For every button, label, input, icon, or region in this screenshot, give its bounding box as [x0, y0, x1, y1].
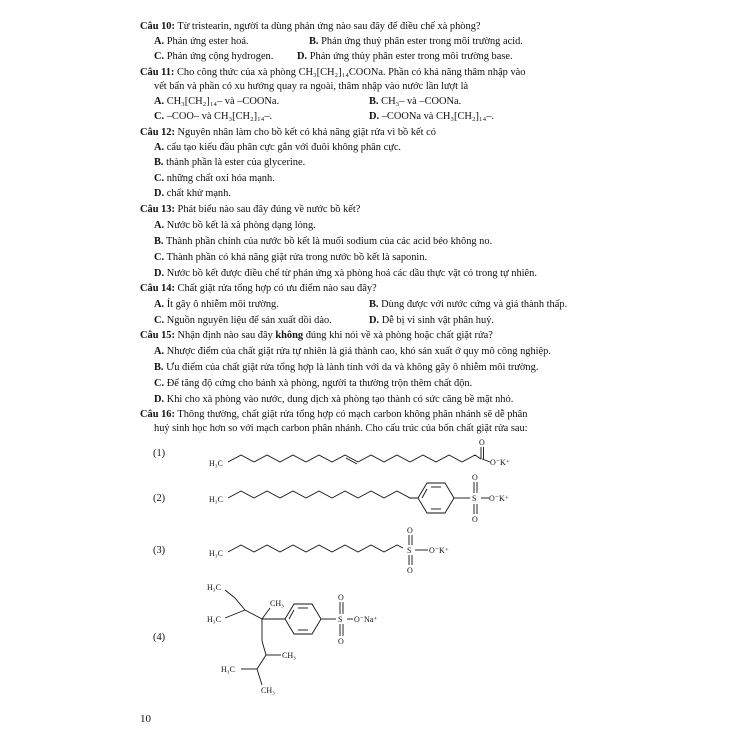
oxygen-label: O — [472, 515, 478, 524]
oxygen-label: O — [407, 566, 413, 575]
option-a: A. Nhược điểm của chất giặt rửa tự nhiên là giá thành cao, khó sản xuất ở quy mô công nghiệp. — [154, 346, 551, 357]
option-c: C. Thành phần có khả năng giặt rửa trong nước bồ kết là saponin. — [154, 252, 428, 263]
ion-label: O⁻Na⁺ — [354, 615, 378, 624]
structure-3-number: (3) — [153, 545, 166, 556]
h3c-label: H₃C — [207, 583, 221, 592]
option-c: C. –COO– và CH₃[CH₂]₁₄–. — [154, 111, 273, 122]
option-b: B. CH₃– và –COONa. — [369, 96, 462, 107]
question-label: Câu 11: — [140, 67, 175, 78]
option-d: D. Dễ bị vi sinh vật phân huỷ. — [369, 315, 494, 326]
structure-1-skeleton — [228, 447, 490, 464]
option-b: B. thành phần là ester của glycerine. — [154, 157, 306, 168]
question-text-end: đúng khi nói về xà phòng hoặc chất giặt rửa? — [303, 330, 493, 341]
option-c: C. Để tăng độ cứng cho bánh xà phòng, người ta thường trộn thêm chất độn. — [154, 378, 473, 389]
question-label: Câu 14: — [140, 283, 175, 294]
structure-1-number: (1) — [153, 448, 166, 459]
option-c: C. Phản ứng cộng hydrogen. — [154, 51, 274, 62]
option-c: C. Nguồn nguyên liệu để sản xuất dồi dào. — [154, 315, 332, 326]
ion-label: O⁻K⁺ — [489, 494, 509, 503]
page-number: 10 — [140, 713, 151, 725]
sulfur-label: S — [407, 546, 412, 555]
ion-label: O⁻K⁺ — [429, 546, 449, 555]
question-text: Nguyên nhân làm cho bồ kết có khả năng giặt rửa vì bồ kết có — [177, 127, 436, 138]
sulfur-label: S — [472, 494, 477, 503]
structure-2-number: (2) — [153, 493, 166, 504]
option-a: A. Phản ứng ester hoá. — [154, 36, 249, 47]
structure-4-skeleton — [225, 590, 353, 685]
option-a: A. cấu tạo kiểu đầu phân cực gắn với đuôi không phân cực. — [154, 142, 402, 153]
structure-3-skeleton — [228, 535, 428, 565]
oxygen-label: O — [472, 473, 478, 482]
option-d: D. Khi cho xà phòng vào nước, dung dịch xà phòng tạo thành có sức căng bề mặt nhỏ. — [154, 394, 514, 405]
sulfur-label: S — [338, 615, 343, 624]
question-text: Phát biểu nào sau đây đúng về nước bồ kết? — [177, 204, 361, 215]
question-text: Chất giặt rửa tổng hợp có ưu điểm nào sau đây? — [177, 283, 377, 294]
option-d: D. Phản ứng thủy phân ester trong môi trường base. — [297, 51, 513, 62]
h3c-label: H₃C — [209, 459, 223, 468]
option-b: B. Thành phần chính của nước bồ kết là muối sodium của các acid béo không no. — [154, 236, 493, 247]
ch3-label: CH₃ — [270, 599, 284, 608]
structure-4-number: (4) — [153, 632, 166, 643]
option-b: B. Dùng được với nước cứng và giá thành thấp. — [369, 299, 568, 310]
option-a: A. Ít gây ô nhiễm môi trường. — [154, 299, 279, 310]
question-16-continued: huỷ sinh học hơn so với mạch carbon phân nhánh. Cho cấu trúc của bốn chất giặt rửa sau: — [154, 423, 528, 434]
question-label: Câu 13: — [140, 204, 175, 215]
question-text: Nhận định nào sau đây — [177, 330, 276, 341]
question-label: Câu 10: — [140, 21, 175, 32]
oxygen-label: O — [338, 637, 344, 646]
question-label: Câu 12: — [140, 127, 175, 138]
option-a: A. Nước bồ kết là xà phòng dạng lỏng. — [154, 220, 316, 231]
h3c-label: H₃C — [209, 549, 223, 558]
option-d: D. –COONa và CH₃[CH₂]₁₄–. — [369, 111, 495, 122]
h3c-label: H₃C — [207, 615, 221, 624]
oxygen-label: O — [338, 593, 344, 602]
question-label: Câu 16: — [140, 409, 175, 420]
question-text: Cho công thức của xà phòng CH₃[CH₂]₁₄COONa. Phần có khả năng thâm nhập vào — [176, 67, 526, 78]
option-d: D. chất khử mạnh. — [154, 188, 231, 199]
option-c: C. những chất oxi hóa mạnh. — [154, 173, 275, 184]
question-text: Từ tristearin, người ta dùng phản ứng nào sau đây để điều chế xà phòng? — [177, 21, 481, 32]
structure-2-skeleton — [228, 482, 489, 514]
ch3-label: CH₃ — [282, 651, 296, 660]
option-a: A. CH₃[CH₂]₁₄– và –COONa. — [154, 96, 280, 107]
ion-label: O⁻K⁺ — [490, 458, 510, 467]
h3c-label: H₃C — [221, 665, 235, 674]
oxygen-label: O — [479, 438, 485, 447]
h3c-label: H₃C — [209, 495, 223, 504]
question-label: Câu 15: — [140, 330, 175, 341]
oxygen-label: O — [407, 526, 413, 535]
question-emphasis: không — [275, 330, 304, 341]
option-b: B. Phản ứng thuỷ phân ester trong môi trường acid. — [309, 36, 523, 47]
question-11-continued: vết bẩn và phần có xu hướng quay ra ngoài, thâm nhập vào nước lần lượt là — [154, 81, 469, 92]
question-text: Thông thường, chất giặt rửa tổng hợp có mạch carbon không phân nhánh sẽ dễ phân — [177, 409, 528, 420]
option-b: B. Ưu điểm của chất giặt rửa tổng hợp là lành tính với da và không gây ô nhiễm môi trường. — [154, 362, 539, 373]
ch3-label: CH₃ — [261, 686, 275, 695]
option-d: D. Nước bồ kết được điều chế từ phản ứng xà phòng hoá các dầu thực vật có trong tự nhiên. — [154, 268, 537, 279]
